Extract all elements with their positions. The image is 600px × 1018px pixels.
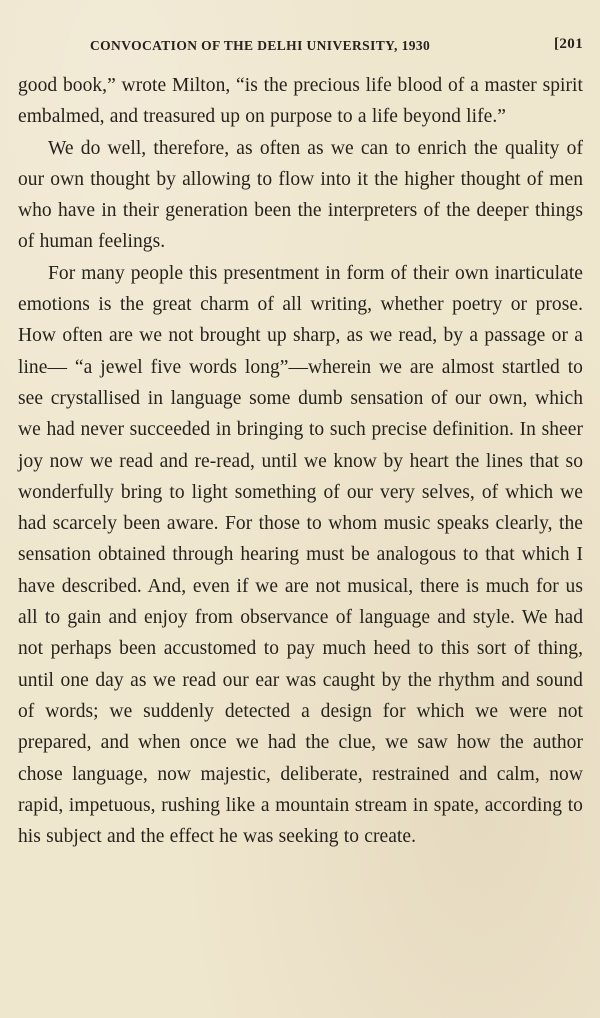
body-text [18,70,583,852]
page-header [90,38,590,60]
paragraph-enrich-thought: We do well, therefore, as often as we can to enrich the quality of our own thought by allowing to flow into it the higher thought of men who have in their generation been the interpreters of the deeper things of human feelings. [18,137,583,253]
paragraph-charm-of-writing: For many people this presentment in form of their own inarticulate emotions is the great charm of all writing, whether poetry or prose. How often are we not brought up sharp, as we read, by a passage or a line— “a jewel five words long”—wherein we are almost startled to see crystallised in language some dumb sensation of our own, which we had never succeeded in bringing to such precise definition. In sheer joy now we read and re-read, until we know by heart the lines that so wonderfully bring to light something of our very selves, of which we had scarcely been aware. For those to whom music speaks clearly, the sensation obtained through hearing must be analogous to that which I have described. And, even if we are not musical, there is much for us all to gain and enjoy from observance of language and style. We had not perhaps been accustomed to pay much heed to this sort of thing, until one day as we read our ear was caught by the rhythm and sound of words; we suddenly detected a design for which we were not prepared, and when once we had the clue, we saw how the author chose language, now majestic, deliberate, restrained and calm, now rapid, impetuous, rushing like a mountain stream in spate, according to his subject and the effect he was seeking to create. [18,262,583,848]
running-title: CONVOCATION OF THE DELHI UNIVERSITY, 1930 [90,38,431,53]
page-number: [201 [554,36,584,52]
paragraph-continuation: good book,” wrote Milton, “is the precious life blood of a master spirit embalmed, and treasured up on purpose to a life beyond life.” [18,75,583,128]
